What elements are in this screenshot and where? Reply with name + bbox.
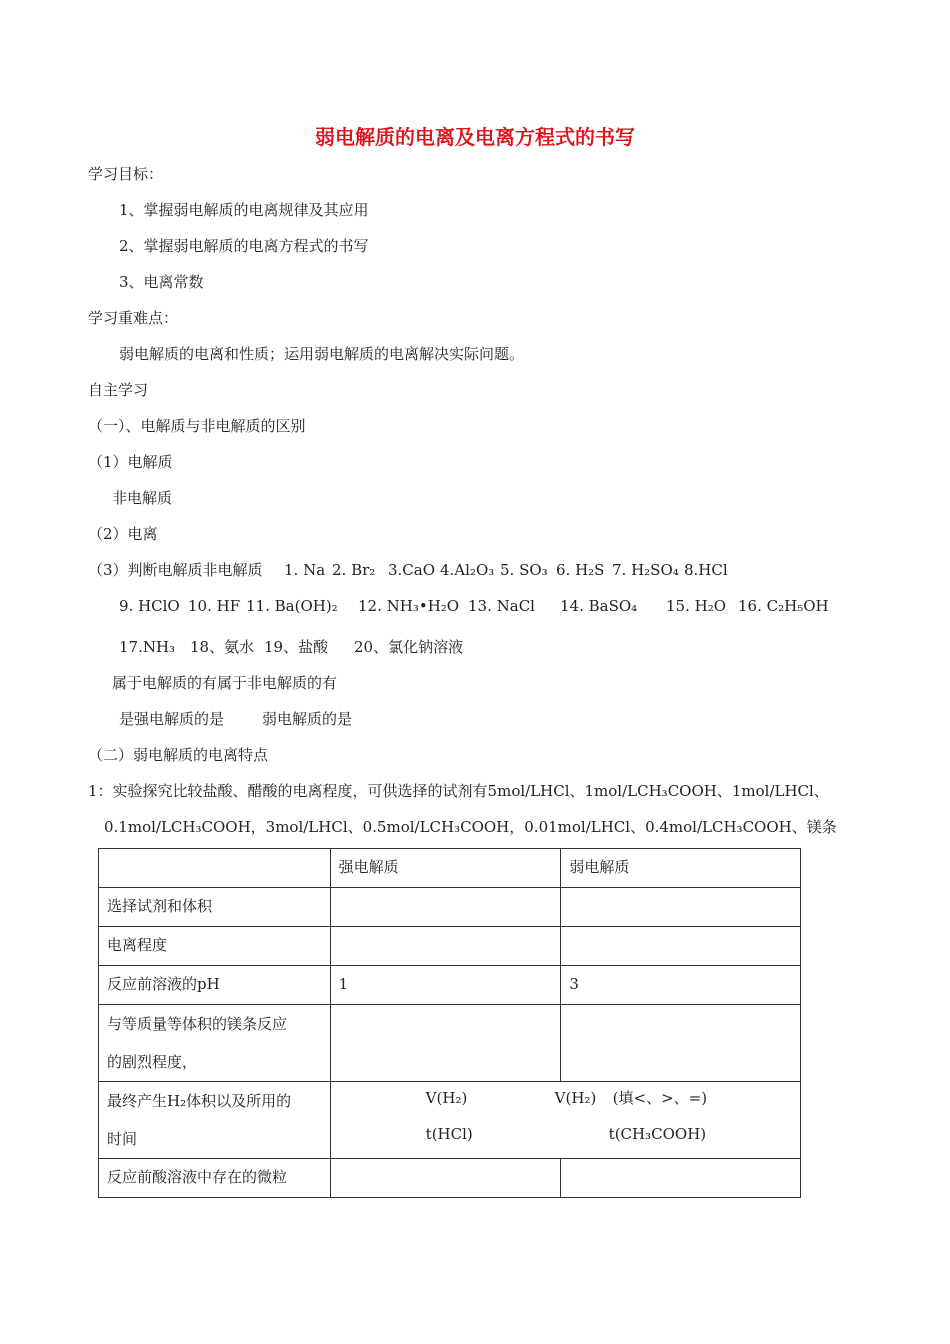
section2-heading: （二）弱电解质的电离特点 — [88, 746, 269, 764]
strong-electrolyte-text: 是强电解质的是 — [119, 710, 225, 728]
header-cell-empty — [99, 849, 331, 888]
section1-heading: （一）、电解质与非电解质的区别 — [88, 417, 306, 435]
substance-4: 4.Al₂O₃ — [440, 561, 495, 579]
key-points-heading: 学习重难点： — [88, 309, 179, 327]
substance-13: 13. NaCl — [468, 597, 535, 615]
cell-h2-comparison[interactable] — [330, 1082, 800, 1159]
cell-strong-reagent[interactable] — [330, 888, 561, 927]
substance-20: 20、氯化钠溶液 — [354, 638, 464, 656]
cell-weak-ph: 3 — [561, 966, 801, 1005]
substance-9: 9. HClO — [119, 597, 180, 615]
section1-item1b: 非电解质 — [112, 489, 173, 507]
substance-15: 15. H₂O — [666, 597, 727, 615]
section1-item2: （2）电离 — [88, 525, 158, 543]
substance-18: 18、氨水 — [190, 638, 255, 656]
substance-8: 8.HCl — [684, 561, 728, 579]
substance-2: 2. Br₂ — [332, 561, 376, 579]
row-label-line2: 时间 — [107, 1130, 138, 1148]
substance-6: 6. H₂S — [556, 561, 605, 579]
substance-7: 7. H₂SO₄ — [612, 561, 679, 579]
v-h2-ch3cooh: V(H₂) — [554, 1089, 597, 1107]
goal-item-3: 3、电离常数 — [119, 273, 204, 291]
substance-3: 3.CaO — [388, 561, 436, 579]
table-row — [99, 1082, 801, 1159]
fill-hint: (填<、>、=) — [612, 1089, 708, 1107]
belong-text: 属于电解质的有属于非电解质的有 — [112, 674, 338, 692]
t-hcl: t(HCl) — [425, 1125, 473, 1143]
cell-weak-reagent[interactable] — [561, 888, 801, 927]
cell-strong-ph: 1 — [330, 966, 561, 1005]
substance-5: 5. SO₃ — [500, 561, 548, 579]
row-label-line2: 的剧烈程度， — [107, 1053, 198, 1071]
page-title: 弱电解质的电离及电离方程式的书写 — [315, 125, 635, 149]
table-row — [99, 1005, 801, 1082]
substance-10: 10. HF — [188, 597, 241, 615]
row-label-reagent: 选择试剂和体积 — [99, 888, 331, 927]
table-header-row — [99, 849, 801, 888]
cell-strong-ionization[interactable] — [330, 927, 561, 966]
goals-heading: 学习目标： — [88, 165, 164, 183]
substance-14: 14. BaSO₄ — [560, 597, 638, 615]
table-row — [99, 927, 801, 966]
question1-line2: 0.1mol/LCH₃COOH，3mol/LHCl、0.5mol/LCH₃COOH，0.01mol/LHCl、0.4mol/LCH₃COOH、镁条 — [104, 818, 837, 836]
row-label-particles: 反应前酸溶液中存在的微粒 — [99, 1159, 331, 1198]
row-label-line1: 与等质量等体积的镁条反应 — [107, 1015, 288, 1033]
substance-19: 19、盐酸 — [264, 638, 329, 656]
section1-item1: （1）电解质 — [88, 453, 173, 471]
substance-16: 16. C₂H₅OH — [738, 597, 829, 615]
v-h2-hcl: V(H₂) — [425, 1089, 468, 1107]
row-label-ionization: 电离程度 — [99, 927, 331, 966]
row-label-ph: 反应前溶液的pH — [99, 966, 331, 1005]
substance-17: 17.NH₃ — [119, 638, 176, 656]
substance-11: 11. Ba(OH)₂ — [246, 597, 338, 615]
key-points-text: 弱电解质的电离和性质；运用弱电解质的电离解决实际问题。 — [119, 345, 525, 363]
row-label-line1: 最终产生H₂体积以及所用的 — [107, 1092, 292, 1110]
substance-12: 12. NH₃•H₂O — [358, 597, 460, 615]
cell-weak-intensity[interactable] — [561, 1005, 801, 1082]
t-ch3cooh: t(CH₃COOH) — [608, 1125, 707, 1143]
comparison-table — [98, 848, 801, 1198]
header-cell-strong: 强电解质 — [330, 849, 561, 888]
table-row — [99, 888, 801, 927]
section1-item3-prefix: （3）判断电解质非电解质 — [88, 561, 263, 579]
goal-item-2: 2、掌握弱电解质的电离方程式的书写 — [119, 237, 369, 255]
cell-strong-intensity[interactable] — [330, 1005, 561, 1082]
question1-line1: 1：实验探究比较盐酸、醋酸的电离程度，可供选择的试剂有5mol/LHCl、1mol/LCH₃COOH、1mol/LHCl、 — [88, 782, 829, 800]
cell-strong-particles[interactable] — [330, 1159, 561, 1198]
substance-1: 1. Na — [284, 561, 326, 579]
cell-weak-ionization[interactable] — [561, 927, 801, 966]
table-row — [99, 1159, 801, 1198]
row-label-h2-volume — [99, 1082, 331, 1159]
row-label-reaction-intensity — [99, 1005, 331, 1082]
weak-electrolyte-text: 弱电解质的是 — [262, 710, 353, 728]
cell-weak-particles[interactable] — [561, 1159, 801, 1198]
self-study-heading: 自主学习 — [88, 381, 149, 399]
table-row — [99, 966, 801, 1005]
header-cell-weak: 弱电解质 — [561, 849, 801, 888]
goal-item-1: 1、掌握弱电解质的电离规律及其应用 — [119, 201, 369, 219]
